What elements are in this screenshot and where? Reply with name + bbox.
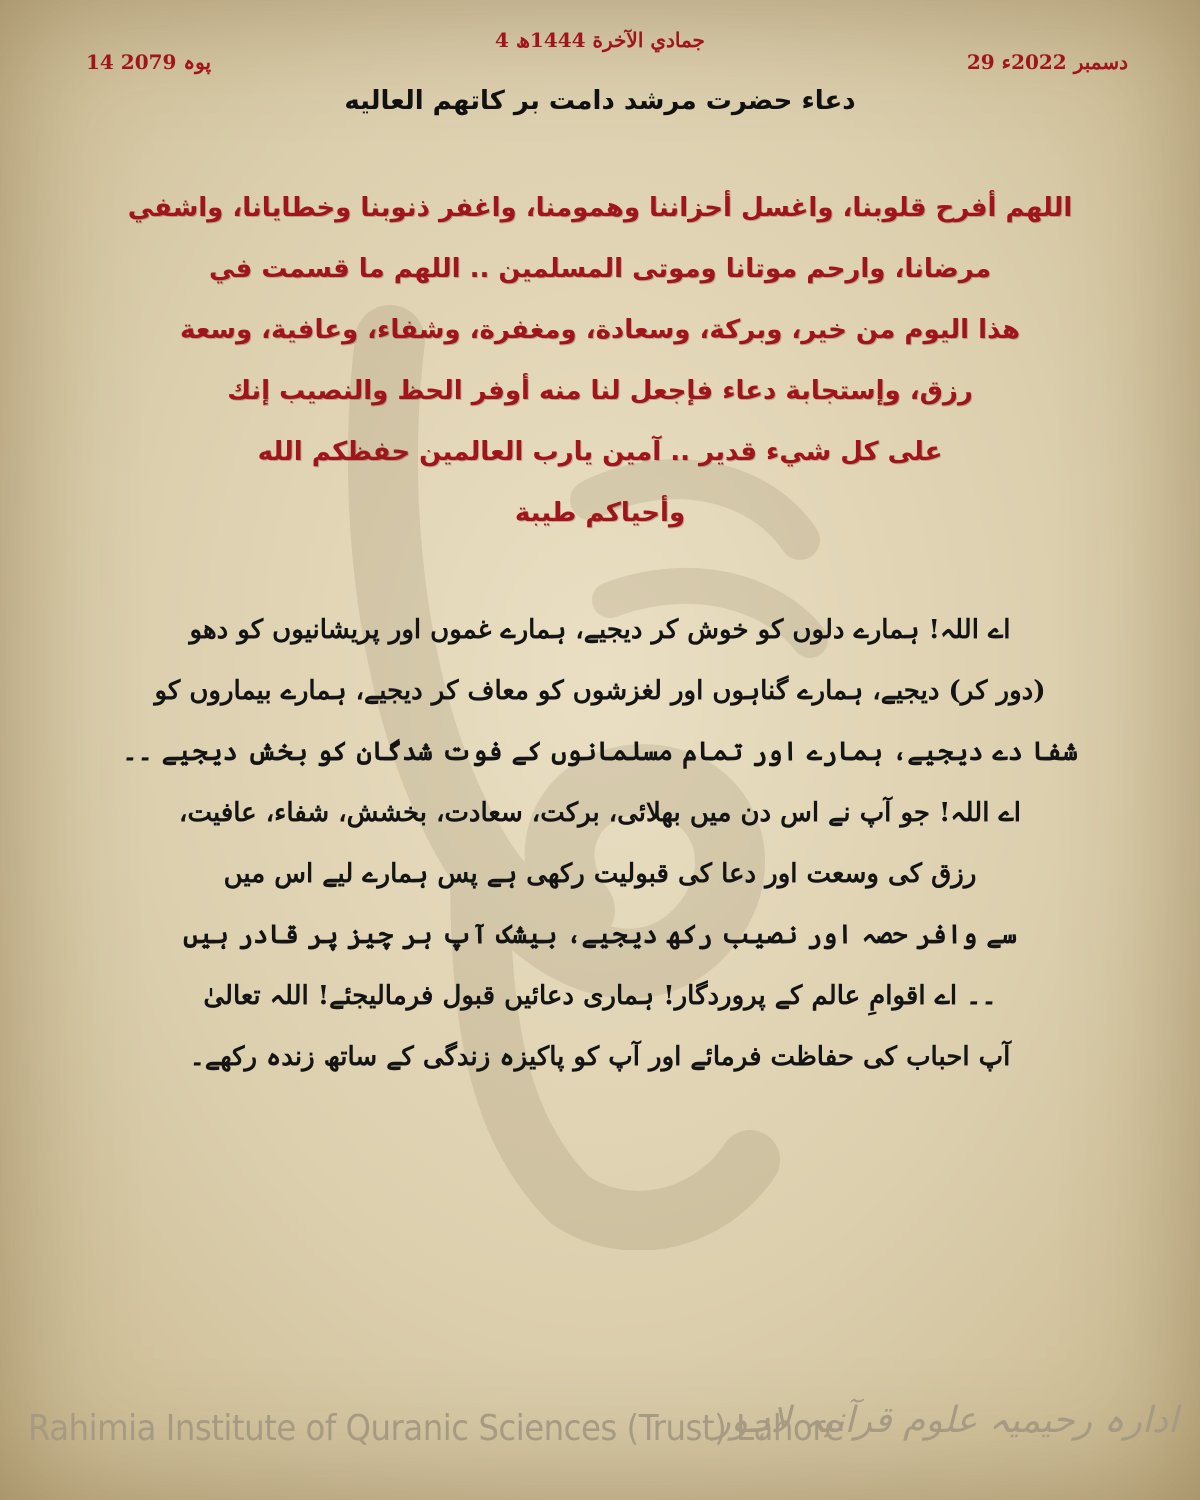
arabic-dua (95, 178, 1105, 544)
urdu-line: آپ احباب کی حفاظت فرمائے اور آپ کو پاکیزہ زندگی کے ساتھ زندہ رکھے۔ (189, 1042, 1011, 1072)
institute-name-urdu-logo: ادارہ رحیمیہ علوم قرآنیہ لاہور (713, 1400, 1178, 1441)
arabic-line: اللهم أفرح قلوبنا، واغسل أحزاننا وهمومنا، واغفر ذنوبنا وخطايانا، واشفي (127, 193, 1073, 223)
arabic-line: هذا اليوم من خير، وبركة، وسعادة، ومغفرة، وشفاء، وعافية، وسعة (179, 315, 1021, 345)
bikrami-date: 14 پوہ 2079 (86, 50, 212, 74)
gregorian-date: 29 دسمبر 2022ء (966, 50, 1128, 74)
urdu-translation (120, 600, 1080, 1088)
arabic-line: وأحياكم طيبة (514, 498, 686, 528)
page-title: دعاء حضرت مرشد دامت بر کاتهم العاليه (344, 86, 856, 116)
urdu-line: ۔۔ اے اقوامِ عالم کے پروردگار! ہماری دعائیں قبول فرمالیجئے! اللہ تعالیٰ (203, 981, 997, 1011)
institute-name-english: Rahimia Institute of Quranic Sciences (Trust) Lahore (28, 1408, 844, 1449)
arabic-line: رزق، وإستجابة دعاء فإجعل لنا منه أوفر الحظ والنصيب إنك (227, 376, 973, 406)
urdu-line: سے وافر حصہ اور نصیب رکھ دیجیے، بیشک آپ ہر چیز پر قادر ہیں (183, 920, 1017, 950)
urdu-line: رزق کی وسعت اور دعا کی قبولیت رکھی ہے پس ہمارے لیے اس میں (223, 859, 977, 889)
urdu-line: اے اللہ! ہمارے دلوں کو خوش کر دیجیے، ہمارے غموں اور پریشانیوں کو دھو (189, 615, 1011, 645)
arabic-line: على كل شيء قدير .. آمين يارب العالمين حفظكم الله (257, 437, 943, 467)
urdu-line: (دور کر) دیجیے، ہمارے گناہوں اور لغزشوں کو معاف کر دیجیے، ہمارے بیماروں کو (154, 676, 1046, 706)
urdu-line: اے اللہ! جو آپ نے اس دن میں بھلائی، برکت، سعادت، بخشش، شفاء، عافیت، (179, 798, 1021, 828)
arabic-line: مرضانا، وارحم موتانا وموتى المسلمين .. اللهم ما قسمت في (208, 254, 992, 284)
hijri-date: 4 جمادي الآخرة 1444ھ (495, 28, 705, 52)
urdu-line: شفا دے دیجیے، ہمارے اور تمام مسلمانوں کے فوت شدگان کو بخش دیجیے ۔۔ (122, 737, 1078, 767)
